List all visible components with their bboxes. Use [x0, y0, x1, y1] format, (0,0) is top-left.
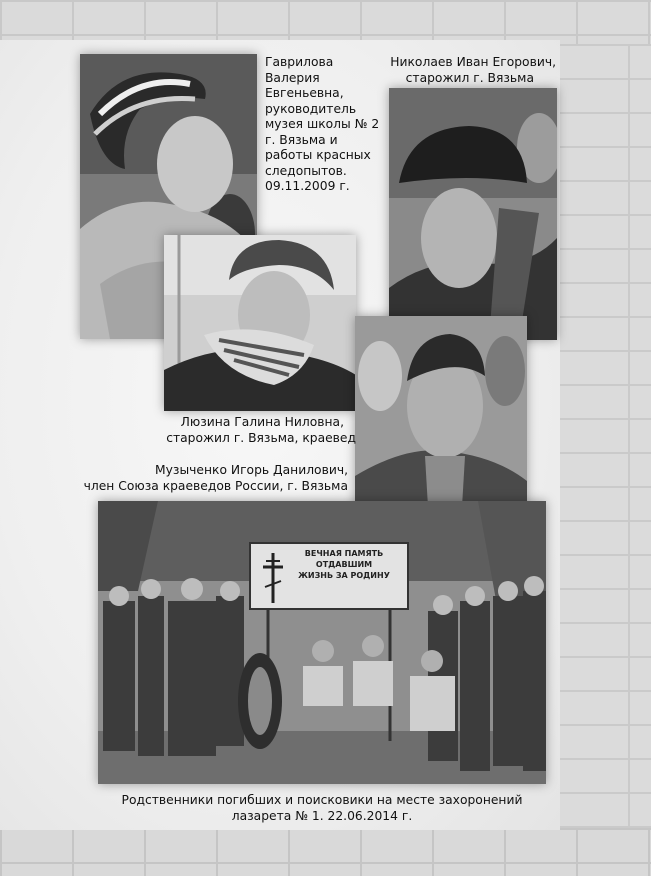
caption-line: руководитель [265, 101, 357, 116]
brick-wall-bottom [0, 828, 651, 876]
caption-line: музея школы № 2 [265, 117, 380, 131]
caption-lyuzina [100, 415, 356, 446]
brick-wall-top [0, 0, 651, 44]
caption-gavrilova [265, 55, 395, 195]
caption-line: член Союза краеведов России, г. Вязьма [83, 478, 348, 493]
caption-line: Родственники погибших и поисковики на месте захоронений [121, 793, 523, 807]
caption-line: старожил г. Вязьма, краевед [166, 430, 356, 445]
photo-nikolaev [389, 88, 557, 340]
caption-line: старожил г. Вязьма [405, 70, 534, 85]
sign-text [283, 548, 405, 581]
caption-line: Евгеньевна, [265, 86, 344, 100]
caption-line: Музыченко Игорь Данилович, [155, 463, 348, 477]
photo-lyuzina [164, 235, 356, 411]
caption-line: Гаврилова [265, 55, 334, 69]
sign-line: ЖИЗНЬ ЗА РОДИНУ [298, 571, 390, 580]
caption-line: Валерия [265, 70, 320, 85]
caption-line: лазарета № 1. 22.06.2014 г. [231, 808, 413, 823]
caption-line: следопытов. [265, 163, 347, 178]
sign-line: ВЕЧНАЯ ПАМЯТЬ [304, 549, 384, 558]
sign-line: ОТДАВШИМ [315, 560, 373, 569]
caption-line: г. Вязьма и [265, 132, 338, 147]
caption-line: 09.11.2009 г. [265, 179, 350, 193]
caption-muzychenko [60, 463, 348, 494]
caption-line: Люзина Галина Ниловна, [180, 415, 344, 429]
caption-nikolaev [380, 55, 556, 86]
caption-group [98, 793, 546, 824]
brick-wall-right [556, 44, 651, 828]
photo-group-memorial [98, 501, 546, 784]
caption-line: Николаев Иван Егорович, [390, 55, 556, 69]
caption-line: работы красных [265, 148, 371, 162]
